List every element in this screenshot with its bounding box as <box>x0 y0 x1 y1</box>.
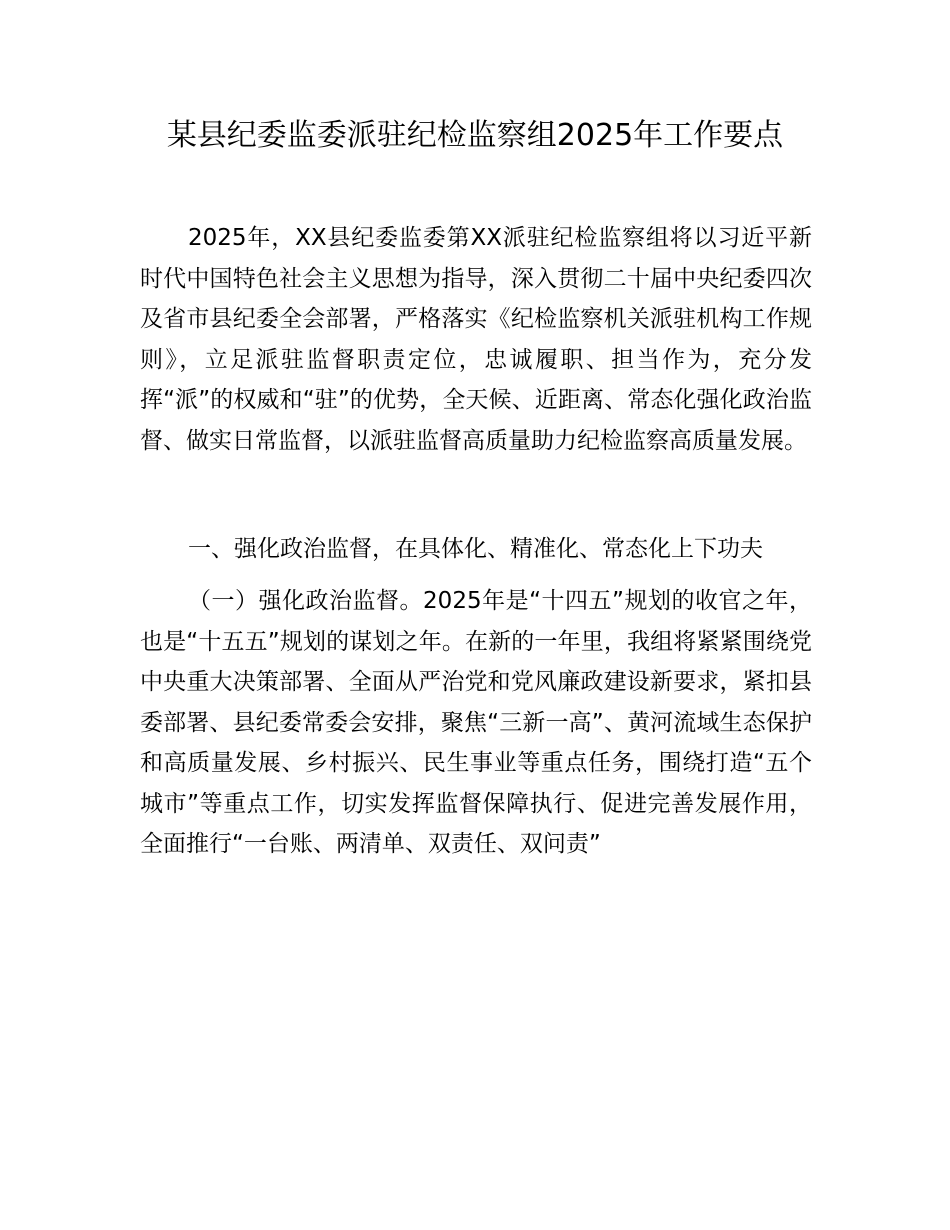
intro-paragraph: 2025年，XX县纪委监委第XX派驻纪检监察组将以习近平新时代中国特色社会主义思想为指导，深入贯彻二十届中央纪委四次及省市县纪委全会部署，严格落实《纪检监察机关派驻机构工作规则》，立足派驻监督职责定位，忠诚履职、担当作为，充分发挥“派”的权威和“驻”的优势，全天候、近距离、常态化强化政治监督、做实日常监督，以派驻监督高质量助力纪检监察高质量发展。 <box>140 225 812 454</box>
section-paragraph: （一）强化政治监督。2025年是“十四五”规划的收官之年，也是“十五五”规划的谋划之年。在新的一年里，我组将紧紧围绕党中央重大决策部署、全面从严治党和党风廉政建设新要求，紧扣县委部署、县纪委常委会安排，聚焦“三新一高”、黄河流域生态保护和高质量发展、乡村振兴、民生事业等重点任务，围绕打造“五个城市”等重点工作，切实发挥监督保障执行、促进完善发展作用，全面推行“一台账、两清单、双责任、双问责” <box>140 588 812 857</box>
document-title: 某县纪委监委派驻纪检监察组2025年工作要点 <box>166 118 784 153</box>
section-heading: 一、强化政治监督，在具体化、精准化、常态化上下功夫 <box>188 536 763 562</box>
